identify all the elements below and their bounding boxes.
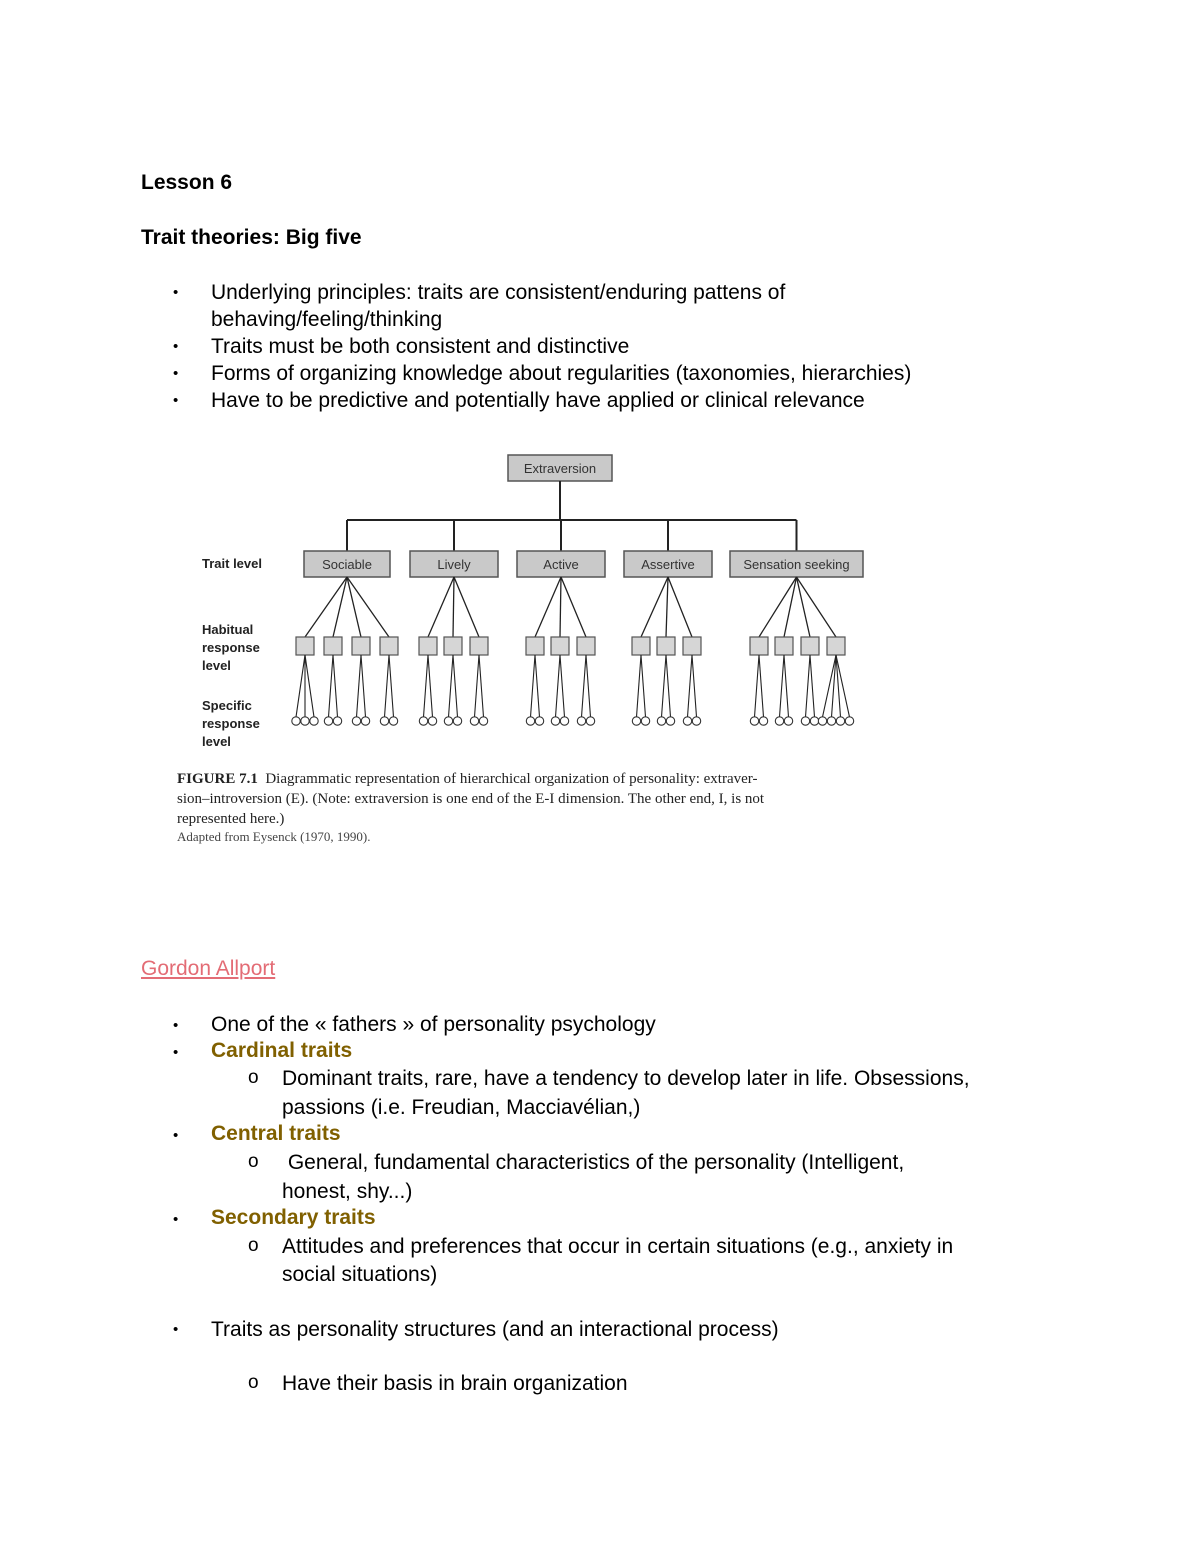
specific-node <box>657 717 665 725</box>
specific-connector <box>784 655 789 717</box>
lesson-title: Lesson 6 <box>141 171 233 194</box>
specific-node <box>810 717 818 725</box>
root-node-label: Extraversion <box>523 461 597 476</box>
habitual-node <box>827 637 845 655</box>
habitual-connector <box>347 577 389 637</box>
specific-connector <box>692 655 697 717</box>
habitual-connector <box>535 577 561 637</box>
habitual-node <box>352 637 370 655</box>
habitual-node <box>419 637 437 655</box>
sub-bullet: o <box>248 1151 259 1172</box>
list-item: One of the « fathers » of personality psychology <box>211 1013 656 1036</box>
specific-node <box>453 717 461 725</box>
list-item: Traits must be both consistent and distinctive <box>211 335 630 358</box>
specific-node <box>428 717 436 725</box>
specific-connector <box>582 655 587 717</box>
sub-item-continuation: social situations) <box>282 1263 438 1286</box>
trait-node-label: Lively <box>437 557 471 572</box>
specific-node <box>666 717 674 725</box>
caption-label: FIGURE 7.1 <box>177 771 258 787</box>
habitual-connector <box>453 577 454 637</box>
specific-connector <box>357 655 362 717</box>
habitual-node <box>551 637 569 655</box>
hierarchy-diagram <box>0 0 1200 770</box>
habitual-node <box>577 637 595 655</box>
specific-node <box>750 717 758 725</box>
habitual-connector <box>454 577 479 637</box>
specific-node <box>692 717 700 725</box>
bullet-dot: • <box>173 1017 179 1034</box>
specific-node <box>818 717 826 725</box>
specific-node <box>551 717 559 725</box>
specific-node <box>845 717 853 725</box>
habitual-connector <box>305 577 347 637</box>
habitual-level-label: Habitual <box>202 622 254 637</box>
specific-node <box>310 717 318 725</box>
specific-connector <box>641 655 646 717</box>
habitual-node <box>444 637 462 655</box>
specific-node <box>333 717 341 725</box>
specific-node <box>775 717 783 725</box>
specific-connector <box>333 655 338 717</box>
specific-node <box>801 717 809 725</box>
specific-connector <box>305 655 314 717</box>
specific-connector <box>449 655 454 717</box>
specific-connector <box>755 655 760 717</box>
habitual-connector <box>666 577 668 637</box>
caption-line-2: sion–introversion (E). (Note: extraversion is one end of the E-I dimension. The other end, I, is not <box>177 791 765 807</box>
specific-node <box>632 717 640 725</box>
habitual-connector <box>428 577 454 637</box>
specific-connector <box>637 655 642 717</box>
secondary-traits-label: Secondary traits <box>211 1206 376 1229</box>
specific-node <box>389 717 397 725</box>
specific-connector <box>296 655 305 717</box>
specific-connector <box>586 655 591 717</box>
specific-node <box>577 717 585 725</box>
specific-node <box>479 717 487 725</box>
specific-node <box>526 717 534 725</box>
sub-item: Dominant traits, rare, have a tendency to develop later in life. Obsessions, <box>282 1067 970 1090</box>
specific-connector <box>780 655 785 717</box>
specific-node <box>444 717 452 725</box>
specific-level-label: response <box>202 716 260 731</box>
list-item: Underlying principles: traits are consistent/enduring pattens of <box>211 281 786 304</box>
trait-node-label: Sensation seeking <box>743 557 850 572</box>
habitual-node <box>657 637 675 655</box>
specific-connector <box>385 655 390 717</box>
habitual-node <box>750 637 768 655</box>
trait-node-label: Assertive <box>641 557 695 572</box>
specific-connector <box>475 655 480 717</box>
trait-level-label: Trait level <box>202 556 262 571</box>
habitual-node <box>380 637 398 655</box>
allport-heading[interactable]: Gordon Allport <box>141 957 276 980</box>
specific-node <box>380 717 388 725</box>
specific-level-label: Specific <box>202 698 252 713</box>
specific-connector <box>479 655 484 717</box>
list-item: Have to be predictive and potentially have applied or clinical relevance <box>211 389 865 412</box>
specific-node <box>683 717 691 725</box>
sub-bullet: o <box>248 1067 259 1088</box>
specific-node <box>292 717 300 725</box>
specific-node <box>361 717 369 725</box>
specific-connector <box>389 655 394 717</box>
cardinal-traits-label: Cardinal traits <box>211 1039 353 1062</box>
caption-line-3: represented here.) <box>177 811 285 827</box>
specific-node <box>827 717 835 725</box>
list-item: Traits as personality structures (and an interactional process) <box>211 1318 779 1341</box>
bullet-dot: • <box>173 1127 179 1144</box>
specific-connector <box>531 655 536 717</box>
sub-bullet: o <box>248 1235 259 1256</box>
sub-item: Have their basis in brain organization <box>282 1372 628 1395</box>
habitual-node <box>470 637 488 655</box>
specific-connector <box>535 655 540 717</box>
sub-item-continuation: honest, shy...) <box>282 1180 413 1203</box>
specific-connector <box>666 655 671 717</box>
habitual-level-label: response <box>202 640 260 655</box>
caption-text: Diagrammatic representation of hierarchical organization of personality: extraver- <box>265 771 758 787</box>
bullet-dot: • <box>173 365 179 382</box>
specific-connector <box>453 655 458 717</box>
bullet-dot: • <box>173 284 179 301</box>
habitual-node <box>801 637 819 655</box>
specific-connector <box>424 655 429 717</box>
bullet-dot: • <box>173 1321 179 1338</box>
specific-connector <box>662 655 667 717</box>
specific-node <box>324 717 332 725</box>
sub-item: General, fundamental characteristics of the personality (Intelligent, <box>282 1151 905 1174</box>
specific-node <box>301 717 309 725</box>
central-traits-label: Central traits <box>211 1122 341 1145</box>
specific-connector <box>810 655 815 717</box>
specific-level-label: level <box>202 734 231 749</box>
specific-connector <box>428 655 433 717</box>
sub-item: Attitudes and preferences that occur in certain situations (e.g., anxiety in <box>282 1235 954 1258</box>
habitual-node <box>632 637 650 655</box>
habitual-node <box>683 637 701 655</box>
bullet-dot: • <box>173 392 179 409</box>
habitual-node <box>324 637 342 655</box>
habitual-node <box>296 637 314 655</box>
figure-credit: Adapted from Eysenck (1970, 1990). <box>177 829 371 844</box>
specific-connector <box>688 655 693 717</box>
list-item-continuation: behaving/feeling/thinking <box>211 308 443 331</box>
trait-node-label: Active <box>543 557 579 572</box>
specific-connector <box>759 655 764 717</box>
specific-node <box>352 717 360 725</box>
specific-node <box>419 717 427 725</box>
specific-connector <box>361 655 366 717</box>
list-item: Forms of organizing knowledge about regularities (taxonomies, hierarchies) <box>211 362 912 385</box>
bullet-dot: • <box>173 1211 179 1228</box>
specific-node <box>560 717 568 725</box>
specific-node <box>470 717 478 725</box>
sub-bullet: o <box>248 1372 259 1393</box>
specific-connector <box>329 655 334 717</box>
habitual-node <box>775 637 793 655</box>
habitual-connector <box>797 577 811 637</box>
section-heading: Trait theories: Big five <box>141 226 362 249</box>
specific-connector <box>806 655 811 717</box>
sub-item-continuation: passions (i.e. Freudian, Macciavélian,) <box>282 1096 641 1119</box>
caption-line-1 <box>177 769 757 789</box>
specific-node <box>784 717 792 725</box>
trait-node-label: Sociable <box>322 557 372 572</box>
specific-node <box>836 717 844 725</box>
bullet-dot: • <box>173 1044 179 1061</box>
habitual-node <box>526 637 544 655</box>
specific-node <box>535 717 543 725</box>
specific-node <box>759 717 767 725</box>
habitual-connector <box>560 577 561 637</box>
habitual-connector <box>641 577 668 637</box>
specific-connector <box>556 655 561 717</box>
specific-connector <box>560 655 565 717</box>
habitual-connector <box>797 577 837 637</box>
habitual-connector <box>668 577 692 637</box>
specific-node <box>641 717 649 725</box>
habitual-level-label: level <box>202 658 231 673</box>
habitual-connector <box>561 577 586 637</box>
specific-node <box>586 717 594 725</box>
bullet-dot: • <box>173 338 179 355</box>
